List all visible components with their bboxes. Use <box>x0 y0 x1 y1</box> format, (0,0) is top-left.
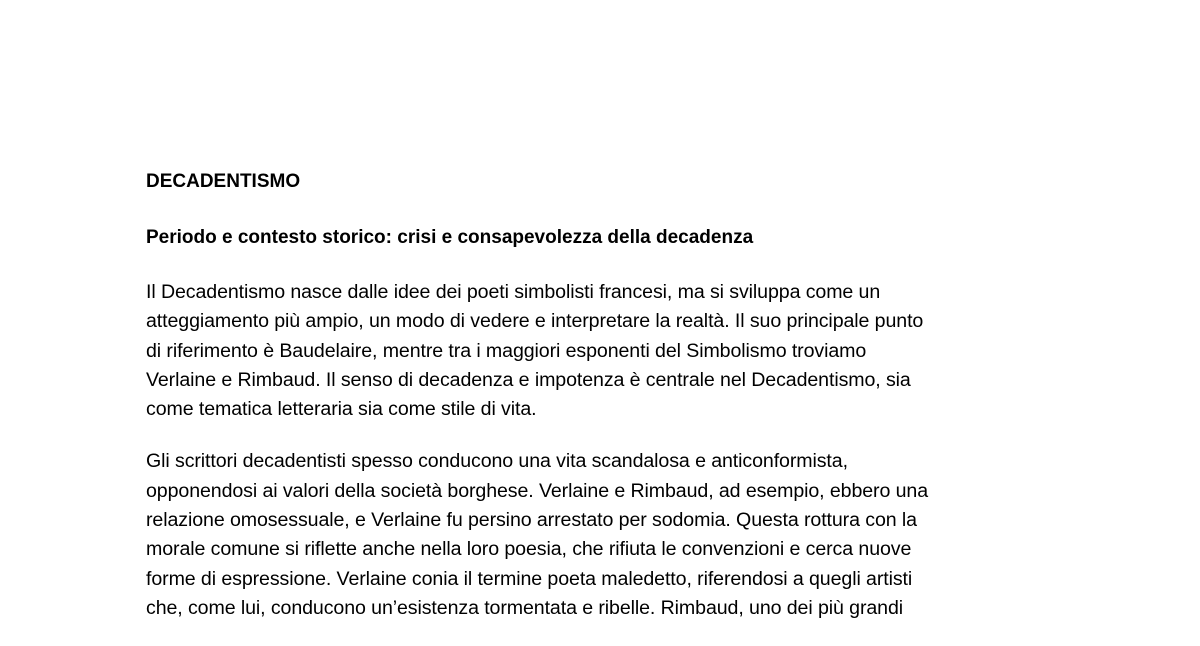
document-title: DECADENTISMO <box>146 171 301 192</box>
document-body <box>146 170 1046 646</box>
paragraph-line: forme di espressione. Verlaine conia il termine poeta maledetto, riferendosi a quegli artisti <box>146 567 913 590</box>
paragraph-line: Il Decadentismo nasce dalle idee dei poeti simbolisti francesi, ma si sviluppa come un <box>146 281 881 303</box>
paragraph-1 <box>146 278 1046 424</box>
paragraph-line: di riferimento è Baudelaire, mentre tra i maggiori esponenti del Simbolismo troviamo <box>146 339 867 362</box>
section-heading: Periodo e contesto storico: crisi e consapevolezza della decadenza <box>146 227 754 248</box>
paragraph-line: atteggiamento più ampio, un modo di vedere e interpretare la realtà. Il suo principale punto <box>146 310 924 333</box>
paragraph-line: relazione omosessuale, e Verlaine fu persino arrestato per sodomia. Questa rottura con la <box>146 509 917 532</box>
paragraph-line: opponendosi ai valori della società borghese. Verlaine e Rimbaud, ad esempio, ebbero una <box>146 479 929 502</box>
paragraph-2 <box>146 447 1046 623</box>
paragraph-line: che, come lui, conducono un’esistenza tormentata e ribelle. Rimbaud, uno dei più grandi <box>146 596 904 619</box>
paragraph-line: come tematica letteraria sia come stile di vita. <box>146 398 537 421</box>
paragraph-line: morale comune si riflette anche nella loro poesia, che rifiuta le convenzioni e cerca nuove <box>146 538 912 561</box>
paragraph-line: Gli scrittori decadentisti spesso conducono una vita scandalosa e anticonformista, <box>146 450 848 473</box>
paragraph-line: Verlaine e Rimbaud. Il senso di decadenza e impotenza è centrale nel Decadentismo, sia <box>146 368 911 391</box>
